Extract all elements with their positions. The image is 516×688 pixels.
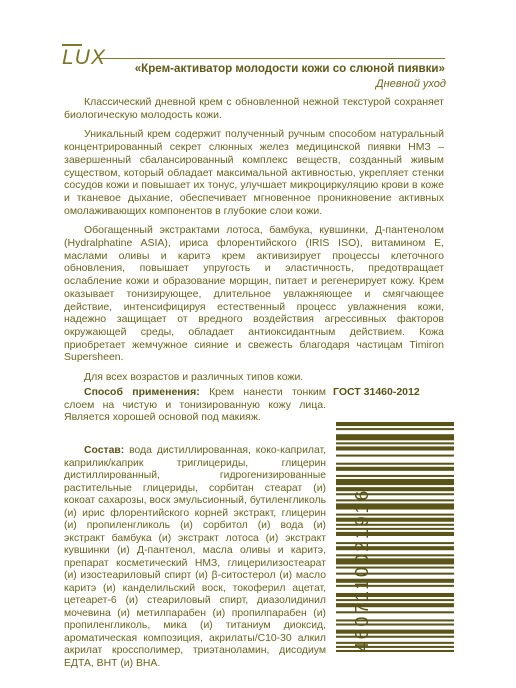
usage-section: [64, 386, 326, 424]
barcode-bar: [336, 455, 454, 457]
description-paragraph: Классический дневной крем с обновленной нежной текстурой сохраняет биологическую молодость кожи.: [64, 96, 444, 121]
barcode-bar: [336, 434, 454, 440]
usage-label: Способ применения:: [84, 386, 200, 398]
product-title: «Крем-активатор молодости кожи со слюной пиявки»: [134, 62, 445, 75]
brand-logo: LUX: [62, 46, 106, 69]
barcode-bar: [336, 422, 454, 426]
barcode-bar: [336, 463, 454, 465]
barcode-bar: [336, 467, 454, 471]
description-paragraph: Для всех возрастов и различных типов кожи.: [84, 371, 304, 384]
barcode-bar: [336, 446, 454, 450]
gost-standard: ГОСТ 31460-2012: [333, 386, 420, 398]
description-paragraph: Уникальный крем содержит полученный ручным способом натуральный концентрированный секрет слюнных желез медицинской пиявки НМЗ – завершенный сбалансированный комплекс веществ, созданный живым существом, который обладает максимальной активностью, укрепляет стенки сосудов кожи и повышает их тонус, улучшает микроциркуляцию крови в коже и тканевое дыхание, обеспечивает мгновенное проникновение активных омолаживающих компонентов в глубокие слои кожи.: [64, 128, 444, 217]
usage-text: Крем нанести тонким слоем на чистую и тонизированную кожу лица. Является хорошей основой под макияж.: [64, 386, 326, 424]
top-rule-right: [100, 58, 445, 59]
description: [64, 96, 444, 391]
barcode-bar: [336, 442, 454, 444]
composition-label: Состав:: [84, 445, 125, 456]
barcode-bar: [336, 428, 454, 430]
barcode-digits: 4607110021916: [352, 488, 372, 652]
composition-text: вода дистиллированная, коко-каприлат, каприлик/каприк триглицериды, глицерин дистиллированный, гидрогенизированные растительные глицериды, сорбитан стеарат (и) кокоат сахарозы, воск эмульсионный, бутиленгликоль (и) ирис флорентийского корней экстракт, глицерин (и) пропиленгликоль (и) сорбитол (и) вода (и) экстракт бамбука (и) экстракт лотоса (и) экстракт кувшинки (и) Д-пантенол, масла оливы и каритэ, препарат косметический НМЗ, глицерилизостеарат (и) изостеариловый спирт (и) β-ситостерол (и) масло каритэ (и) канделильский воск, токоферил ацетат, цетеарет-6 (и) стеариловый спирт, диазолидинил мочевина (и) метилпарабен (и) пропилпарабен (и) пропиленгликоль, мика (и) титаниум диоксид, ароматическая композиция, акрилаты/C10-30 алкил акрилат кроссполимер, триэтаноламин, дисодиум ЕДТА, ВНТ (и) ВНА.: [64, 445, 326, 669]
barcode-bar: [336, 479, 454, 485]
product-subtitle: Дневной уход: [375, 78, 446, 90]
composition-section: [64, 445, 326, 670]
description-paragraph: Обогащенный экстрактами лотоса, бамбука, кувшинки, Д-пантенолом (Hydralphatine ASIA), ириса флорентийского (IRIS ISO), витамином Е, маслами оливы и каритэ крем активизирует процессы клеточного обновления, повышает упругость и эластичность, предотвращает ослабление кожи и образование морщин, питает и регенерирует кожу. Крем оказывает тонизирующее, длительное увлажняющее и смягчающее действие, интенсифицируя естественный процесс увлажнения кожи, надежно защищает от вредного воздействия агрессивных факторов окружающей среды, обладает антиоксидантным действием. Кожа приобретает жемчужное сияние и свежесть благодаря частицам Timiron Supersheen.: [64, 224, 444, 364]
barcode-bar: [336, 475, 454, 477]
